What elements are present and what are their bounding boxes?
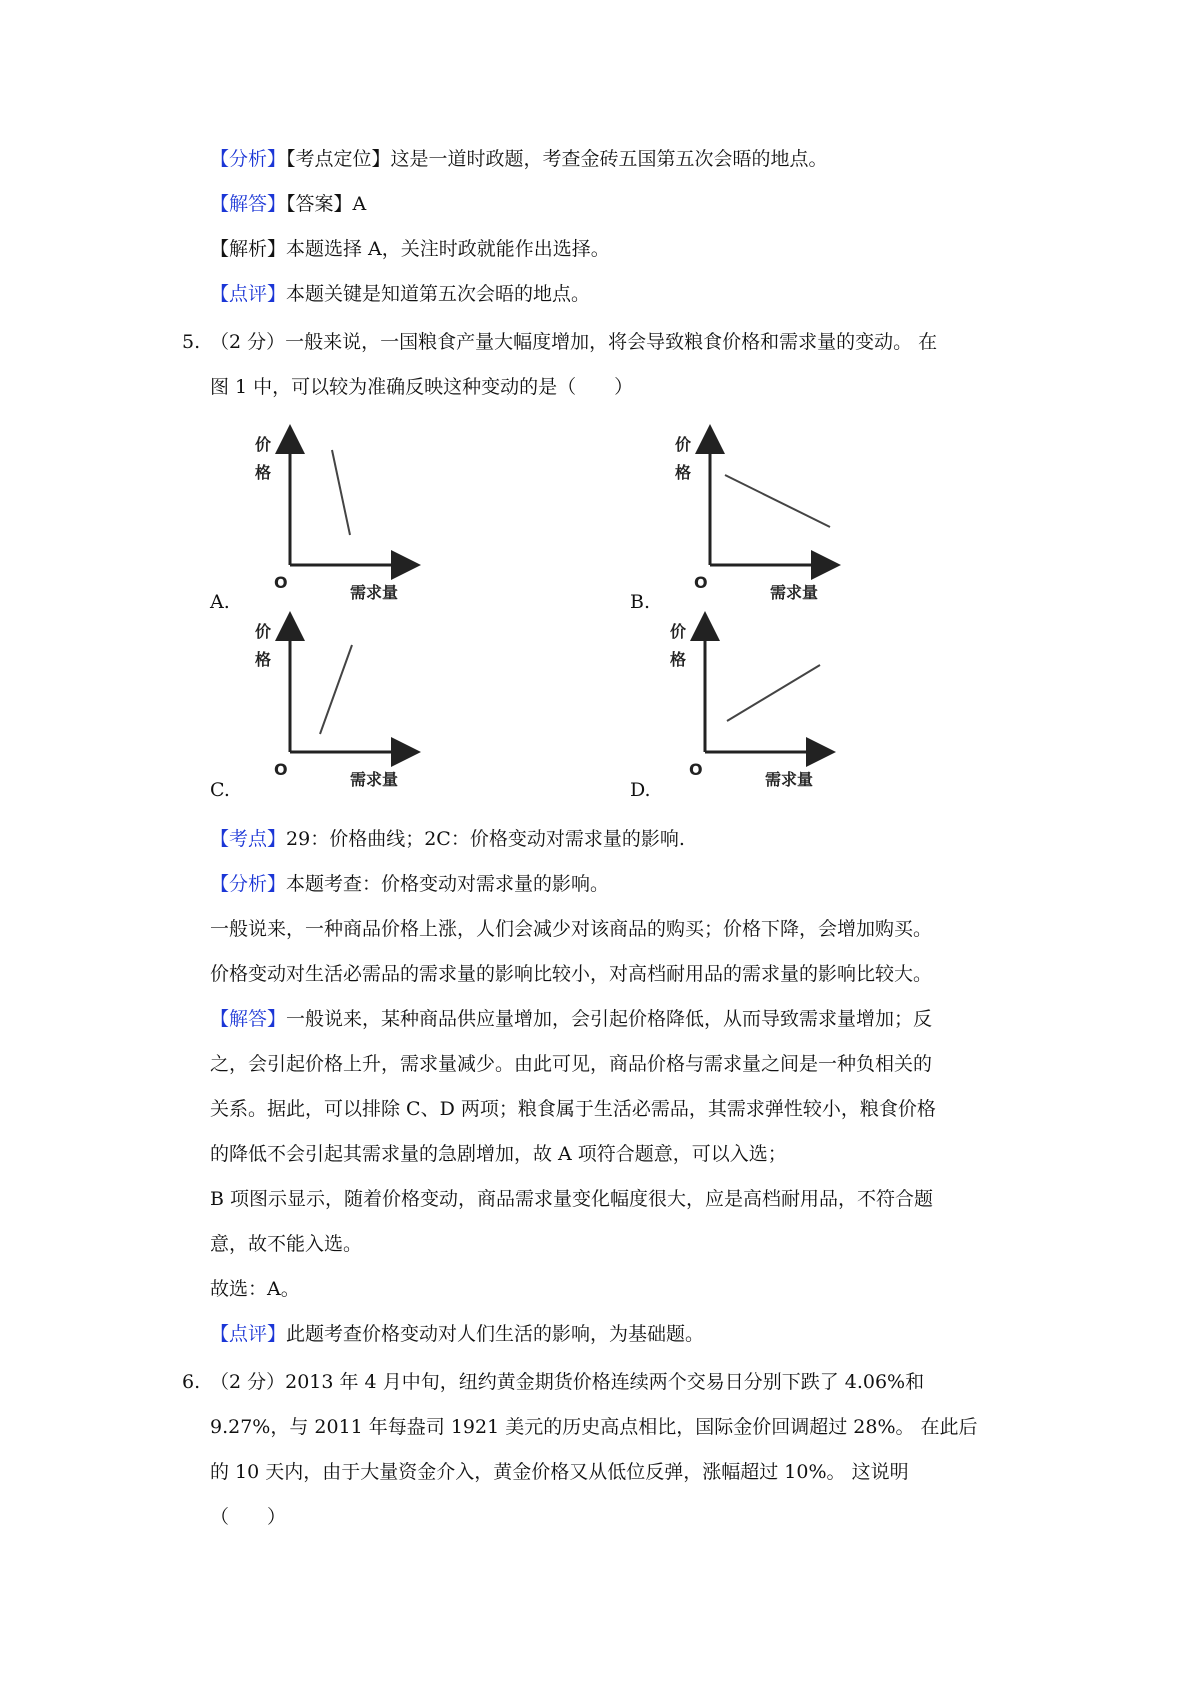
q6-stem-line3: 的 10 天内，由于大量资金介入，黄金价格又从低位反弹，涨幅超过 10%。 这说明 <box>210 1461 909 1483</box>
y-axis-label-2: 格 <box>255 463 272 482</box>
q4-analysis-line <box>210 145 828 173</box>
y-axis-label-1: 价 <box>670 622 687 641</box>
origin-label: O <box>689 760 703 779</box>
q4-explain-line: 【解析】本题选择 A，关注时政就能作出选择。 <box>210 238 610 260</box>
q6-stem-line2: 9.27%，与 2011 年每盎司 1921 美元的历史高点相比，国际金价回调超过 28%。 在此后 <box>210 1416 978 1438</box>
answer-text: 【答案】A <box>286 193 367 215</box>
x-axis-label: 需求量 <box>350 770 399 789</box>
answer-tag: 【解答】 <box>210 1008 287 1030</box>
origin-label: O <box>274 573 288 592</box>
q5-number: 5. <box>182 331 201 353</box>
y-axis-label-1: 价 <box>255 622 272 641</box>
answer-tag: 【解答】 <box>210 193 287 215</box>
option-d-label: D. <box>630 779 651 801</box>
point-text: 29：价格曲线；2C：价格变动对需求量的影响. <box>286 828 685 850</box>
q5-answer-line5: B 项图示显示，随着价格变动，商品需求量变化幅度很大，应是高档耐用品，不符合题 <box>210 1188 934 1210</box>
q5-stem-line1: （2 分）一般来说，一国粮食产量大幅度增加，将会导致粮食价格和需求量的变动。 在 <box>210 331 938 353</box>
q5-choice-line: 故选：A。 <box>210 1278 300 1300</box>
analysis-tag: 【分析】 <box>210 873 287 895</box>
comment-text: 本题关键是知道第五次会晤的地点。 <box>286 283 591 305</box>
graph-option-a <box>250 420 430 600</box>
q5-answer-line6: 意，故不能入选。 <box>210 1233 363 1255</box>
origin-label: O <box>274 760 288 779</box>
y-axis-label-2: 格 <box>675 463 692 482</box>
q5-stem-line2: 图 1 中，可以较为准确反映这种变动的是（ ） <box>210 376 634 398</box>
q6-stem-line4: （ ） <box>210 1506 287 1528</box>
comment-tag: 【点评】 <box>210 1323 287 1345</box>
q6-stem-line1: （2 分）2013 年 4 月中旬，纽约黄金期货价格连续两个交易日分别下跌了 4.06%和 <box>210 1371 925 1393</box>
x-axis-label: 需求量 <box>770 583 819 602</box>
q5-answer-line1 <box>210 1005 932 1033</box>
analysis-tag: 【分析】 <box>210 148 287 170</box>
demand-line <box>725 475 830 527</box>
y-axis-label-2: 格 <box>255 650 272 669</box>
y-axis-label-1: 价 <box>255 435 272 454</box>
point-tag: 【考点】 <box>210 828 287 850</box>
graph-option-c <box>250 607 430 787</box>
comment-text: 此题考查价格变动对人们生活的影响，为基础题。 <box>286 1323 705 1345</box>
q4-answer-line <box>210 190 366 218</box>
demand-line <box>727 665 820 721</box>
comment-tag: 【点评】 <box>210 283 287 305</box>
q5-analysis-line3: 价格变动对生活必需品的需求量的影响比较小，对高档耐用品的需求量的影响比较大。 <box>210 963 933 985</box>
origin-label: O <box>694 573 708 592</box>
q5-comment-line <box>210 1320 704 1348</box>
demand-line <box>320 645 352 734</box>
demand-line <box>332 450 350 535</box>
q4-comment-line <box>210 280 590 308</box>
q5-answer-line4: 的降低不会引起其需求量的急剧增加，故 A 项符合题意，可以入选； <box>210 1143 787 1165</box>
q6-number: 6. <box>182 1371 201 1393</box>
answer-text: 一般说来，某种商品供应量增加，会引起价格降低，从而导致需求量增加；反 <box>286 1008 933 1030</box>
option-a-label: A. <box>210 591 230 613</box>
option-b-label: B. <box>630 591 651 613</box>
y-axis-label-2: 格 <box>670 650 687 669</box>
graph-option-d <box>665 607 845 787</box>
q5-analysis-line <box>210 870 609 898</box>
q5-answer-line2: 之，会引起价格上升，需求量减少。由此可见，商品价格与需求量之间是一种负相关的 <box>210 1053 933 1075</box>
x-axis-label: 需求量 <box>350 583 399 602</box>
q5-analysis-line2: 一般说来，一种商品价格上涨，人们会减少对该商品的购买；价格下降，会增加购买。 <box>210 918 933 940</box>
graph-option-b <box>670 420 850 600</box>
x-axis-label: 需求量 <box>765 770 814 789</box>
analysis-text: 本题考查：价格变动对需求量的影响。 <box>286 873 610 895</box>
q5-point-line <box>210 825 685 853</box>
q5-answer-line3: 关系。据此，可以排除 C、D 两项；粮食属于生活必需品，其需求弹性较小，粮食价格 <box>210 1098 936 1120</box>
option-c-label: C. <box>210 779 230 801</box>
y-axis-label-1: 价 <box>675 435 692 454</box>
analysis-text: 【考点定位】这是一道时政题，考查金砖五国第五次会晤的地点。 <box>286 148 828 170</box>
